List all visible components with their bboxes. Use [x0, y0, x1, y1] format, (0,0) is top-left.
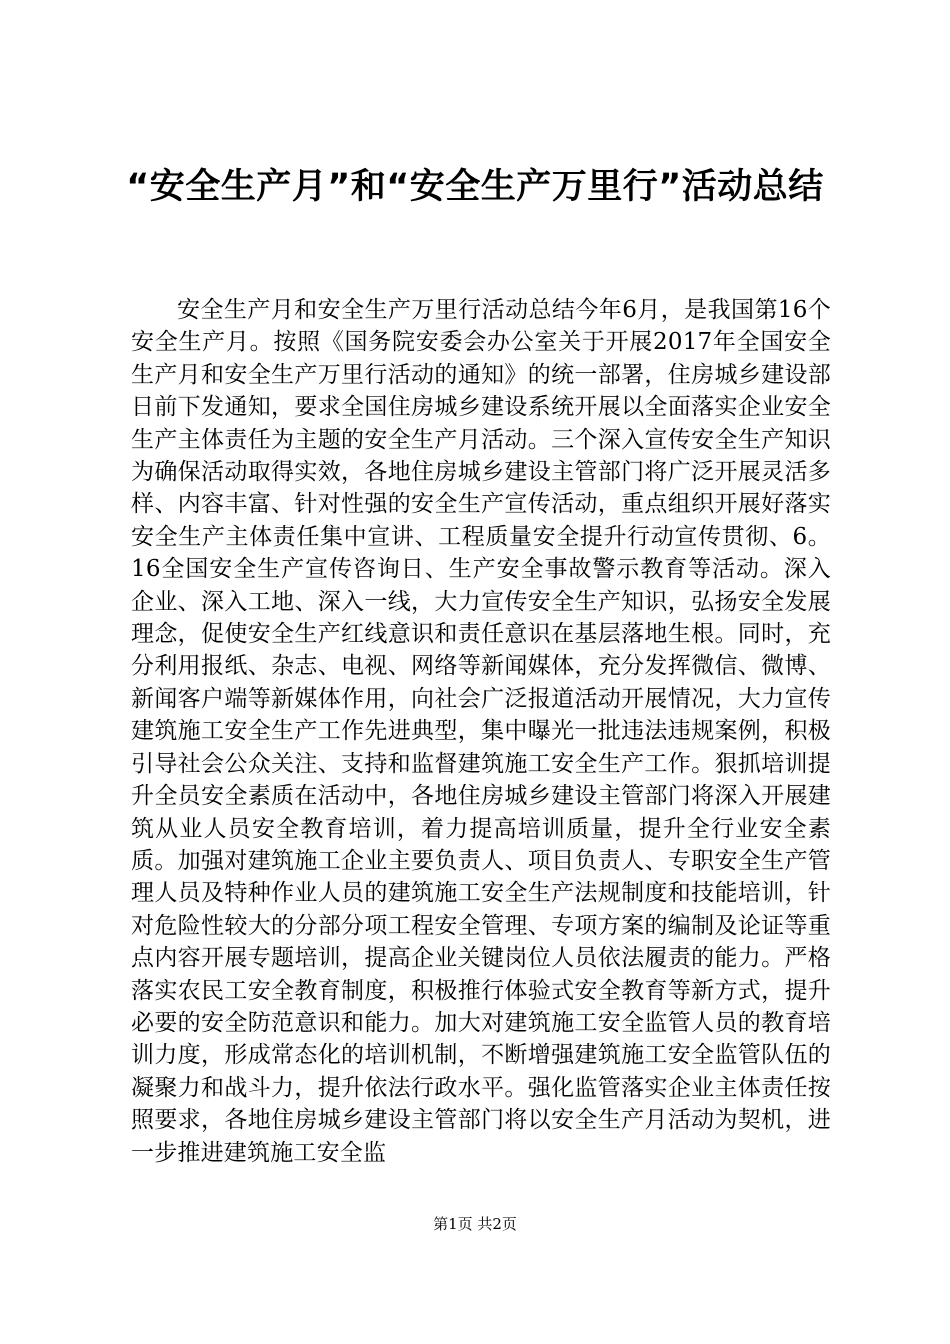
- document-body-paragraph: 安全生产月和安全生产万里行活动总结今年6月，是我国第16个安全生产月。按照《国务院安委会办公室关于开展2017年全国安全生产月和安全生产万里行活动的通知》的统一部署，住房城乡建设部日前下发通知，要求全国住房城乡建设系统开展以全面落实企业安全生产主体责任为主题的安全生产月活动。三个深入宣传安全生产知识为确保活动取得实效，各地住房城乡建设主管部门将广泛开展灵活多样、内容丰富、针对性强的安全生产宣传活动，重点组织开展好落实安全生产主体责任集中宣讲、工程质量安全提升行动宣传贯彻、6。16全国安全生产宣传咨询日、生产安全事故警示教育等活动。深入企业、深入工地、深入一线，大力宣传安全生产知识，弘扬安全发展理念，促使安全生产红线意识和责任意识在基层落地生根。同时，充分利用报纸、杂志、电视、网络等新闻媒体，充分发挥微信、微博、新闻客户端等新媒体作用，向社会广泛报道活动开展情况，大力宣传建筑施工安全生产工作先进典型，集中曝光一批违法违规案例，积极引导社会公众关注、支持和监督建筑施工安全生产工作。狠抓培训提升全员安全素质在活动中，各地住房城乡建设主管部门将深入开展建筑从业人员安全教育培训，着力提高培训质量，提升全行业安全素质。加强对建筑施工企业主要负责人、项目负责人、专职安全生产管理人员及特种作业人员的建筑施工安全生产法规制度和技能培训，针对危险性较大的分部分项工程安全管理、专项方案的编制及论证等重点内容开展专题培训，提高企业关键岗位人员依法履责的能力。严格落实农民工安全教育制度，积极推行体验式安全教育等新方式，提升必要的安全防范意识和能力。加大对建筑施工安全监管人员的教育培训力度，形成常态化的培训机制，不断增强建筑施工安全监管队伍的凝聚力和战斗力，提升依法行政水平。强化监管落实企业主体责任按照要求，各地住房城乡建设主管部门将以安全生产月活动为契机，进一步推进建筑施工安全监: [131, 297, 831, 1166]
- page-number-footer: 第1页 共2页: [433, 1215, 517, 1233]
- document-title: “安全生产月”和“安全生产万里行”活动总结: [126, 167, 824, 207]
